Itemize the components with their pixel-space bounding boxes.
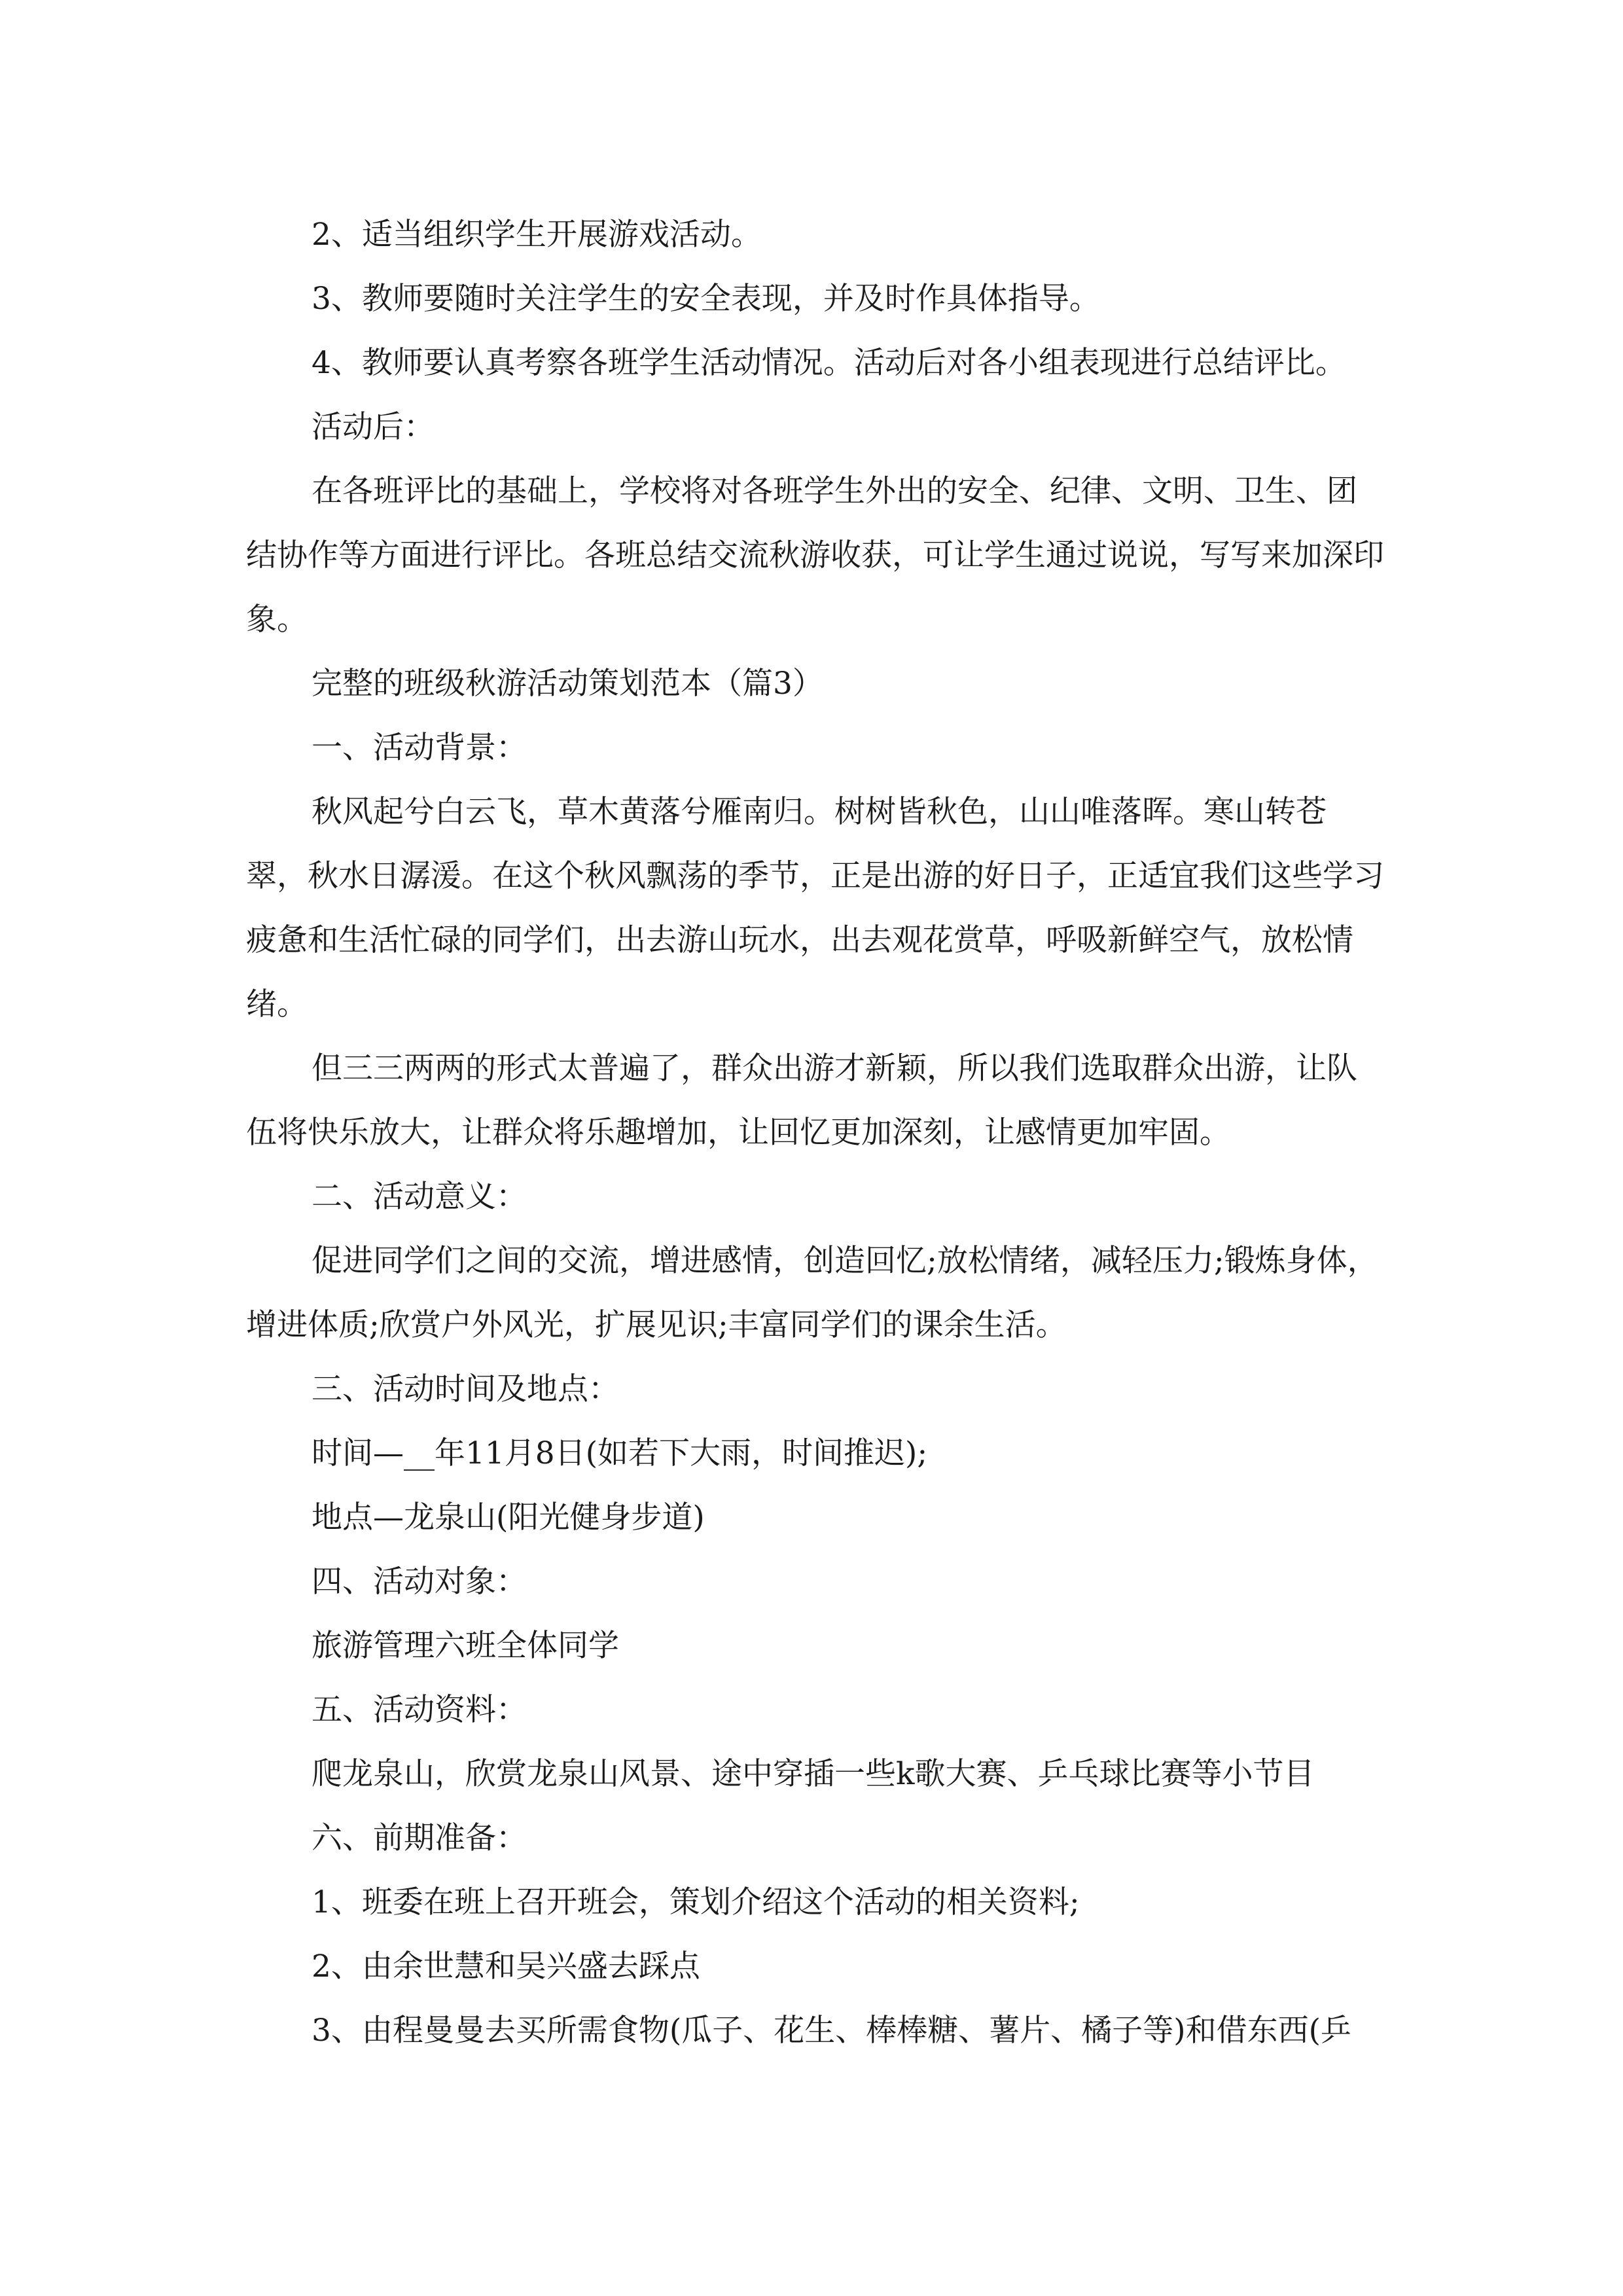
- paragraph-evaluation: 在各班评比的基础上，学校将对各班学生外出的安全、纪律、文明、卫生、团结协作等方面进行评比。各班总结交流秋游收获，可让学生通过说说，写写来加深印象。: [246, 473, 1384, 637]
- section-heading-background: 一、活动背景：: [312, 730, 527, 766]
- paragraph-participants: 旅游管理六班全体同学: [312, 1628, 619, 1664]
- paragraph-background: 秋风起兮白云飞，草木黄落兮雁南归。树树皆秋色，山山唯落晖。寒山转苍翠，秋水日潺湲。在这个秋风飘荡的季节，正是出游的好日子，正适宜我们这些学习疲惫和生活忙碌的同学们，出去游山玩水，出去观花赏草，呼吸新鲜空气，放松情绪。: [246, 794, 1384, 1022]
- section-heading-participants: 四、活动对象：: [312, 1564, 527, 1600]
- section-heading-content: 五、活动资料：: [312, 1692, 527, 1728]
- paragraph-3: 4、教师要认真考察各班学生活动情况。活动后对各小组表现进行总结评比。: [312, 345, 1346, 381]
- document-title-part3: 完整的班级秋游活动策划范本（篇3）: [312, 666, 823, 702]
- paragraph-prep-3: 3、由程曼曼去买所需食物(瓜子、花生、棒棒糖、薯片、橘子等)和借东西(乒: [312, 2013, 1351, 2049]
- section-heading-time-place: 三、活动时间及地点：: [312, 1371, 619, 1407]
- paragraph-time: 时间—__年11月8日(如若下大雨，时间推迟);: [312, 1435, 928, 1471]
- paragraph-group-travel: 但三三两两的形式太普遍了，群众出游才新颖，所以我们选取群众出游，让队伍将快乐放大，让群众将乐趣增加，让回忆更加深刻，让感情更加牢固。: [246, 1050, 1357, 1151]
- section-heading-preparation: 六、前期准备：: [312, 1820, 527, 1856]
- paragraph-1: 2、适当组织学生开展游戏活动。: [312, 217, 762, 253]
- section-heading-significance: 二、活动意义：: [312, 1179, 527, 1215]
- paragraph-2: 3、教师要随时关注学生的安全表现，并及时作具体指导。: [312, 281, 1100, 317]
- paragraph-prep-1: 1、班委在班上召开班会，策划介绍这个活动的相关资料;: [312, 1884, 1080, 1920]
- paragraph-content: 爬龙泉山，欣赏龙泉山风景、途中穿插一些k歌大赛、乒乓球比赛等小节目: [312, 1756, 1315, 1792]
- section-heading-after-activity: 活动后：: [312, 409, 435, 445]
- paragraph-significance: 促进同学们之间的交流，增进感情，创造回忆;放松情绪，减轻压力;锻炼身体，增进体质;欣赏户外风光，扩展见识;丰富同学们的课余生活。: [246, 1243, 1378, 1343]
- document-body: [246, 203, 1385, 2063]
- paragraph-place: 地点—龙泉山(阳光健身步道): [312, 1499, 705, 1535]
- paragraph-prep-2: 2、由余世慧和吴兴盛去踩点: [312, 1948, 700, 1984]
